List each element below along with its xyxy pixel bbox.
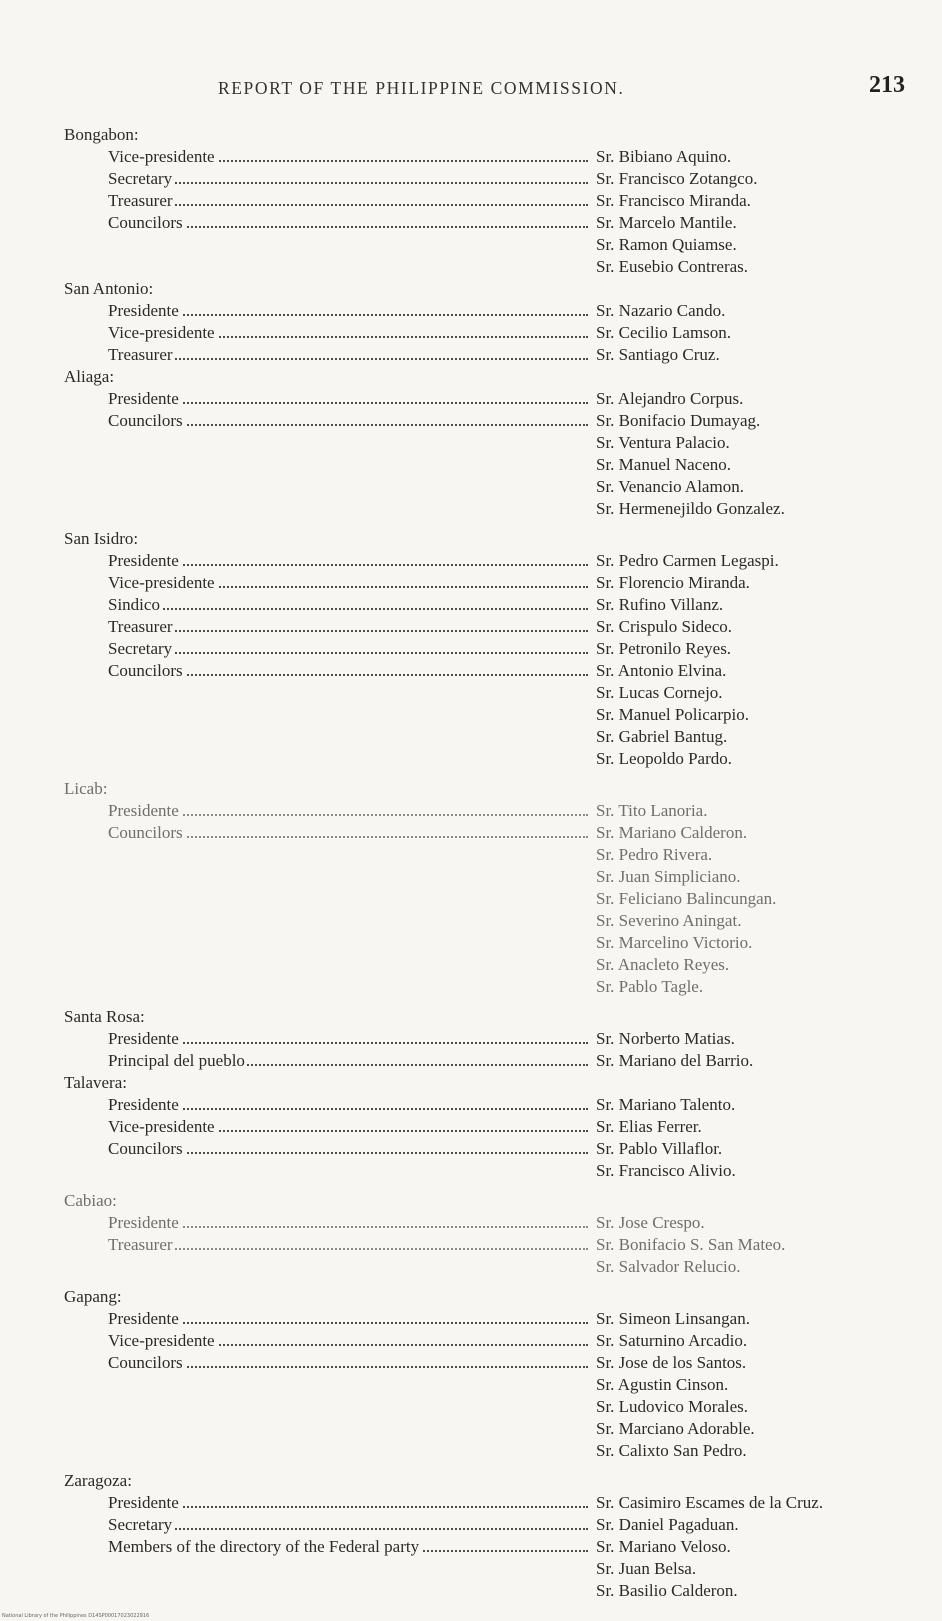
official-row (0, 844, 942, 866)
office-title (108, 322, 588, 344)
official-name: Sr. Venancio Alamon. (596, 477, 744, 496)
official-name: Sr. Crispulo Sideco. (596, 617, 733, 636)
office-title (108, 1212, 588, 1234)
office-label: Presidente (108, 1029, 179, 1048)
official-row (0, 866, 942, 888)
official-row (0, 1116, 942, 1138)
office-title (108, 572, 588, 594)
office-title (108, 1138, 588, 1160)
official-name: Sr. Petronilo Reyes. (596, 639, 732, 658)
official-name: Sr. Francisco Alivio. (596, 1161, 736, 1180)
office-label: Presidente (108, 1095, 179, 1114)
official-name: Sr. Gabriel Bantug. (596, 727, 728, 746)
official-row (0, 1536, 942, 1558)
town-section (0, 1072, 942, 1182)
office-title (108, 388, 588, 410)
official-row (0, 1558, 942, 1580)
official-name: Sr. Manuel Naceno. (596, 455, 732, 474)
office-title (108, 800, 588, 822)
office-label: Councilors (108, 411, 183, 430)
office-title (108, 300, 588, 322)
town-section (0, 278, 942, 366)
town-name: Cabiao: (64, 1191, 117, 1210)
official-row (0, 146, 942, 168)
office-label: Presidente (108, 389, 179, 408)
town-section (0, 528, 942, 770)
town-name: San Antonio: (64, 279, 154, 298)
official-row (0, 1492, 942, 1514)
office-label: Presidente (108, 801, 179, 820)
town-section (0, 1286, 942, 1462)
office-title (108, 146, 588, 168)
official-row (0, 322, 942, 344)
official-row (0, 1374, 942, 1396)
town-section (0, 778, 942, 998)
official-name: Sr. Cecilio Lamson. (596, 323, 732, 342)
official-name: Sr. Feliciano Balincungan. (596, 889, 777, 908)
official-row (0, 800, 942, 822)
office-title (108, 410, 588, 432)
official-row (0, 410, 942, 432)
official-name: Sr. Santiago Cruz. (596, 345, 720, 364)
official-name: Sr. Marcelo Mantile. (596, 213, 737, 232)
official-name: Sr. Eusebio Contreras. (596, 257, 749, 276)
official-row (0, 300, 942, 322)
town-officials-list (0, 124, 942, 1602)
official-row (0, 682, 942, 704)
official-name: Sr. Bonifacio S. San Mateo. (596, 1235, 786, 1254)
office-label: Councilors (108, 213, 183, 232)
official-name: Sr. Antonio Elvina. (596, 661, 727, 680)
official-name: Sr. Pablo Tagle. (596, 977, 704, 996)
office-title (108, 1116, 588, 1138)
official-row (0, 1352, 942, 1374)
official-name: Sr. Pablo Villaflor. (596, 1139, 723, 1158)
office-label: Presidente (108, 1213, 179, 1232)
town-name: Gapang: (64, 1287, 122, 1306)
official-row (0, 594, 942, 616)
official-row (0, 432, 942, 454)
official-row (0, 1212, 942, 1234)
official-row (0, 976, 942, 998)
official-row (0, 190, 942, 212)
official-row (0, 1308, 942, 1330)
office-label: Principal del pueblo (108, 1051, 245, 1070)
official-name: Sr. Calixto San Pedro. (596, 1441, 747, 1460)
office-label: Secretary (108, 1515, 173, 1534)
official-name: Sr. Leopoldo Pardo. (596, 749, 732, 768)
official-row (0, 1418, 942, 1440)
official-row (0, 1256, 942, 1278)
town-section (0, 1470, 942, 1602)
office-label: Treasurer (108, 1235, 173, 1254)
office-title (108, 1330, 588, 1352)
town-name: Santa Rosa: (64, 1007, 145, 1026)
office-label: Councilors (108, 1353, 183, 1372)
town-name: Aliaga: (64, 367, 115, 386)
office-label: Vice-presidente (108, 323, 215, 342)
official-row (0, 1050, 942, 1072)
office-title (108, 190, 588, 212)
office-title (108, 1050, 588, 1072)
official-name: Sr. Alejandro Corpus. (596, 389, 744, 408)
official-row (0, 550, 942, 572)
official-name: Sr. Pedro Rivera. (596, 845, 713, 864)
town-section (0, 124, 942, 278)
office-title (108, 1536, 588, 1558)
office-title (108, 1308, 588, 1330)
official-name: Sr. Casimiro Escames de la Cruz. (596, 1493, 824, 1512)
town-name: Zaragoza: (64, 1471, 132, 1490)
official-name: Sr. Elias Ferrer. (596, 1117, 702, 1136)
official-name: Sr. Norberto Matias. (596, 1029, 735, 1048)
official-row (0, 1580, 942, 1602)
official-name: Sr. Agustin Cinson. (596, 1375, 729, 1394)
official-row (0, 954, 942, 976)
official-name: Sr. Marcelino Victorio. (596, 933, 753, 952)
official-row (0, 498, 942, 520)
official-name: Sr. Daniel Pagaduan. (596, 1515, 739, 1534)
official-name: Sr. Florencio Miranda. (596, 573, 750, 592)
official-name: Sr. Tito Lanoria. (596, 801, 708, 820)
office-label: Treasurer (108, 191, 173, 210)
official-row (0, 1094, 942, 1116)
office-title (108, 550, 588, 572)
office-label: Councilors (108, 661, 183, 680)
office-label: Vice-presidente (108, 573, 215, 592)
official-name: Sr. Pedro Carmen Legaspi. (596, 551, 779, 570)
office-label: Secretary (108, 639, 173, 658)
town-section (0, 1006, 942, 1072)
office-title (108, 1492, 588, 1514)
office-label: Presidente (108, 1309, 179, 1328)
town-name: Talavera: (64, 1073, 127, 1092)
office-label: Councilors (108, 1139, 183, 1158)
official-row (0, 726, 942, 748)
official-row (0, 638, 942, 660)
office-title (108, 212, 588, 234)
town-name: San Isidro: (64, 529, 139, 548)
official-name: Sr. Mariano Veloso. (596, 1537, 731, 1556)
official-row (0, 234, 942, 256)
official-row (0, 1514, 942, 1536)
office-label: Secretary (108, 169, 173, 188)
official-row (0, 1234, 942, 1256)
official-row (0, 344, 942, 366)
official-row (0, 910, 942, 932)
official-name: Sr. Ventura Palacio. (596, 433, 730, 452)
office-title (108, 822, 588, 844)
official-name: Sr. Hermenejildo Gonzalez. (596, 499, 785, 518)
page-number: 213 (869, 72, 905, 98)
office-label: Vice-presidente (108, 147, 215, 166)
office-title (108, 344, 588, 366)
town-name: Bongabon: (64, 125, 139, 144)
official-name: Sr. Jose Crespo. (596, 1213, 705, 1232)
official-name: Sr. Juan Belsa. (596, 1559, 697, 1578)
official-name: Sr. Francisco Zotangco. (596, 169, 758, 188)
official-name: Sr. Simeon Linsangan. (596, 1309, 750, 1328)
official-name: Sr. Salvador Relucio. (596, 1257, 741, 1276)
office-title (108, 1028, 588, 1050)
official-name: Sr. Lucas Cornejo. (596, 683, 723, 702)
official-name: Sr. Anacleto Reyes. (596, 955, 730, 974)
official-row (0, 1330, 942, 1352)
official-row (0, 704, 942, 726)
official-name: Sr. Jose de los Santos. (596, 1353, 747, 1372)
official-name: Sr. Ludovico Morales. (596, 1397, 749, 1416)
office-label: Presidente (108, 301, 179, 320)
official-name: Sr. Bibiano Aquino. (596, 147, 732, 166)
official-row (0, 616, 942, 638)
official-name: Sr. Mariano del Barrio. (596, 1051, 754, 1070)
office-title (108, 168, 588, 190)
office-label: Presidente (108, 551, 179, 570)
office-title (108, 660, 588, 682)
official-row (0, 454, 942, 476)
official-name: Sr. Ramon Quiamse. (596, 235, 737, 254)
town-name: Licab: (64, 779, 108, 798)
official-row (0, 1160, 942, 1182)
office-label: Sindico (108, 595, 160, 614)
office-label: Vice-presidente (108, 1117, 215, 1136)
office-title (108, 1094, 588, 1116)
official-name: Sr. Basilio Calderon. (596, 1581, 738, 1600)
official-name: Sr. Rufino Villanz. (596, 595, 724, 614)
official-row (0, 388, 942, 410)
official-row (0, 888, 942, 910)
official-row (0, 822, 942, 844)
official-row (0, 660, 942, 682)
official-row (0, 572, 942, 594)
official-row (0, 212, 942, 234)
office-title (108, 594, 588, 616)
official-name: Sr. Severino Aningat. (596, 911, 742, 930)
official-row (0, 1028, 942, 1050)
scan-footer: National Library of the Philippines D14SP00017023022916 (2, 1613, 150, 1619)
office-title (108, 1234, 588, 1256)
official-row (0, 1138, 942, 1160)
office-label: Treasurer (108, 617, 173, 636)
official-row (0, 476, 942, 498)
official-row (0, 168, 942, 190)
official-name: Sr. Saturnino Arcadio. (596, 1331, 748, 1350)
official-name: Sr. Francisco Miranda. (596, 191, 751, 210)
official-name: Sr. Manuel Policarpio. (596, 705, 749, 724)
office-label: Presidente (108, 1493, 179, 1512)
office-title (108, 1514, 588, 1536)
town-section (0, 1190, 942, 1278)
office-label: Vice-presidente (108, 1331, 215, 1350)
page-header (0, 72, 942, 106)
official-row (0, 932, 942, 954)
official-name: Sr. Mariano Calderon. (596, 823, 748, 842)
official-row (0, 256, 942, 278)
running-title: REPORT OF THE PHILIPPINE COMMISSION. (218, 78, 625, 98)
office-title (108, 1352, 588, 1374)
office-label: Treasurer (108, 345, 173, 364)
official-row (0, 748, 942, 770)
official-name: Sr. Marciano Adorable. (596, 1419, 755, 1438)
official-name: Sr. Nazario Cando. (596, 301, 726, 320)
office-label: Members of the directory of the Federal party (108, 1537, 420, 1556)
official-name: Sr. Bonifacio Dumayag. (596, 411, 761, 430)
official-name: Sr. Mariano Talento. (596, 1095, 736, 1114)
official-row (0, 1396, 942, 1418)
official-row (0, 1440, 942, 1462)
office-title (108, 616, 588, 638)
town-section (0, 366, 942, 520)
office-label: Councilors (108, 823, 183, 842)
office-title (108, 638, 588, 660)
official-name: Sr. Juan Simpliciano. (596, 867, 741, 886)
